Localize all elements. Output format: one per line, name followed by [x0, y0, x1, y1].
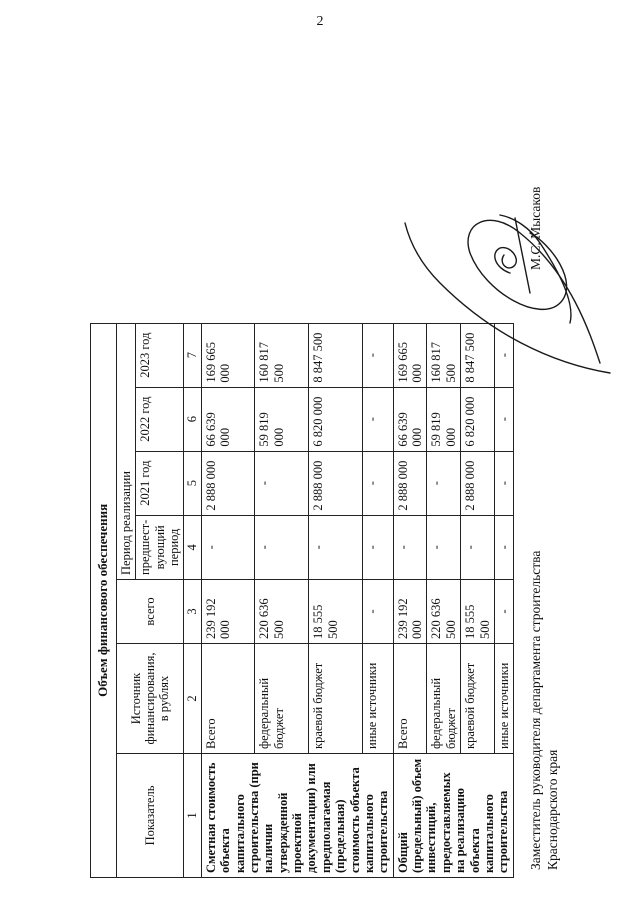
- y2021-cell: -: [494, 451, 513, 515]
- total-cell: 18 555 500: [461, 580, 495, 644]
- total-cell: 18 555 500: [309, 580, 363, 644]
- y2023-cell: -: [494, 323, 513, 387]
- table-title: Объем финансового обеспечения: [91, 323, 117, 877]
- prior-cell: -: [362, 515, 393, 579]
- y2022-cell: 59 819 000: [255, 387, 309, 451]
- col-number: 3: [184, 580, 201, 644]
- handwritten-signature: [400, 193, 620, 393]
- y2022-cell: -: [494, 387, 513, 451]
- y2021-cell: 2 888 000: [201, 451, 255, 515]
- y2023-cell: 169 665 000: [201, 323, 255, 387]
- total-cell: -: [494, 580, 513, 644]
- y2022-cell: 59 819 000: [427, 387, 461, 451]
- y2022-cell: 6 820 000: [461, 387, 495, 451]
- prior-cell: -: [201, 515, 255, 579]
- total-cell: 220 636 500: [255, 580, 309, 644]
- y2023-cell: 160 817 500: [427, 323, 461, 387]
- header-period: Период реализации: [116, 323, 135, 579]
- y2021-cell: 2 888 000: [309, 451, 363, 515]
- prior-cell: -: [393, 515, 427, 579]
- financing-table: [90, 323, 514, 878]
- prior-cell: -: [427, 515, 461, 579]
- header-prior: предшест-вующий период: [136, 515, 184, 579]
- table-row: [201, 323, 255, 877]
- prior-cell: -: [309, 515, 363, 579]
- y2021-cell: -: [427, 451, 461, 515]
- table-row: [393, 323, 427, 877]
- total-cell: 239 192 000: [201, 580, 255, 644]
- page-number: 2: [316, 14, 324, 29]
- indicator-estimated-cost: Сметная стоимость объекта капитального строительства (при наличии утвержденной проектной документации) или предполагаемая (предельная) стоимость объекта капитального строительства: [201, 754, 393, 878]
- col-number: 5: [184, 451, 201, 515]
- y2022-cell: 66 639 000: [393, 387, 427, 451]
- header-2023: 2023 год: [136, 323, 184, 387]
- col-number: 4: [184, 515, 201, 579]
- source-cell: иные источники: [362, 644, 393, 754]
- col-number: 7: [184, 323, 201, 387]
- y2023-cell: 160 817 500: [255, 323, 309, 387]
- y2021-cell: 2 888 000: [461, 451, 495, 515]
- signer-position-line1: Заместитель руководителя департамента строительства: [528, 550, 543, 870]
- indicator-investment-volume: Общий (предельный) объем инвестиций, предоставляемых на реализацию объекта капитального строительства: [393, 754, 514, 878]
- col-number: 2: [184, 644, 201, 754]
- total-cell: 220 636 500: [427, 580, 461, 644]
- y2023-cell: 8 847 500: [309, 323, 363, 387]
- col-number: 1: [184, 754, 201, 878]
- source-cell: федеральный бюджет: [427, 644, 461, 754]
- header-2022: 2022 год: [136, 387, 184, 451]
- y2023-cell: 8 847 500: [461, 323, 495, 387]
- source-cell: Всего: [393, 644, 427, 754]
- total-cell: -: [362, 580, 393, 644]
- y2022-cell: 66 639 000: [201, 387, 255, 451]
- header-2021: 2021 год: [136, 451, 184, 515]
- y2021-cell: 2 888 000: [393, 451, 427, 515]
- header-source: Источник финансирования, в рублях: [116, 644, 184, 754]
- y2021-cell: -: [255, 451, 309, 515]
- y2023-cell: 169 665 000: [393, 323, 427, 387]
- signer-name: М.С. Мысаков: [528, 186, 543, 270]
- source-cell: Всего: [201, 644, 255, 754]
- y2023-cell: -: [362, 323, 393, 387]
- signer-position-line2: Краснодарского края: [544, 749, 560, 870]
- header-indicator: Показатель: [116, 754, 184, 878]
- source-cell: краевой бюджет: [309, 644, 363, 754]
- y2021-cell: -: [362, 451, 393, 515]
- source-cell: краевой бюджет: [461, 644, 495, 754]
- signer-position: [528, 390, 562, 870]
- y2022-cell: -: [362, 387, 393, 451]
- col-number: 6: [184, 387, 201, 451]
- prior-cell: -: [494, 515, 513, 579]
- rotated-content: [90, 58, 560, 878]
- prior-cell: -: [461, 515, 495, 579]
- total-cell: 239 192 000: [393, 580, 427, 644]
- y2022-cell: 6 820 000: [309, 387, 363, 451]
- prior-cell: -: [255, 515, 309, 579]
- header-total: всего: [116, 580, 184, 644]
- source-cell: иные источники: [494, 644, 513, 754]
- source-cell: федеральный бюджет: [255, 644, 309, 754]
